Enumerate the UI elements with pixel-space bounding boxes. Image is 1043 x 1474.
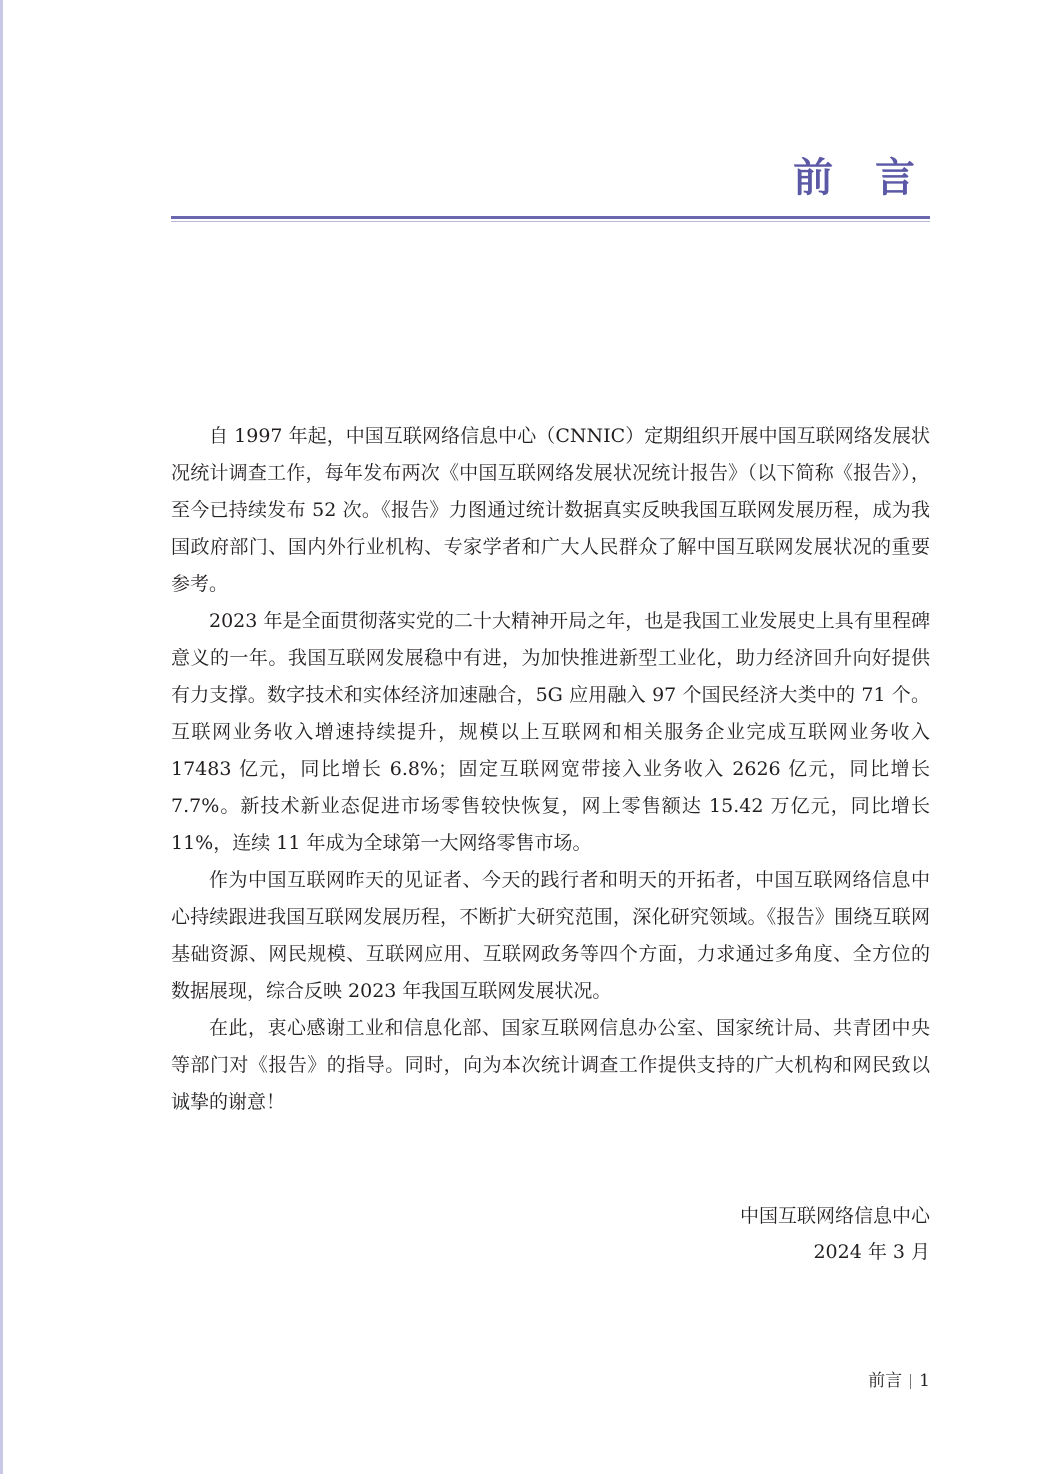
page-title: 前 言 [793,155,929,201]
page-footer [868,1368,930,1394]
footer-section-label: 前言 [868,1371,903,1391]
title-underline [171,216,930,219]
footer-separator [910,1374,911,1389]
signature-block [740,1198,930,1270]
signature-organization: 中国互联网络信息中心 [739,1205,930,1227]
title-underline-thin [171,221,930,222]
preface-body [171,418,930,1121]
signature-date: 2024 年 3 月 [813,1241,930,1263]
paragraph-3: 作为中国互联网昨天的见证者、今天的践行者和明天的开拓者，中国互联网络信息中心持续跟进我国互联网发展历程，不断扩大研究范围，深化研究领域。《报告》围绕互联网基础资源、网民规模、互联网应用、互联网政务等四个方面，力求通过多角度、全方位的数据展现，综合反映 2023 年我国互联网发展状况。 [171,869,930,1002]
paragraph-2: 2023 年是全面贯彻落实党的二十大精神开局之年，也是我国工业发展史上具有里程碑意义的一年。我国互联网发展稳中有进，为加快推进新型工业化，助力经济回升向好提供有力支撑。数字技术和实体经济加速融合，5G 应用融入 97 个国民经济大类中的 71 个。互联网业务收入增速持续提升，规模以上互联网和相关服务企业完成互联网业务收入 17483 亿元，同比增长 6.8%；固定互联网宽带接入业务收入 2626 亿元，同比增长 7.7%。新技术新业态促进市场零售较快恢复，网上零售额达 15.42 万亿元，同比增长 11%，连续 11 年成为全球第一大网络零售市场。 [171,610,930,854]
left-margin-rule [0,0,3,1474]
page-number: 1 [919,1371,930,1391]
paragraph-4: 在此，衷心感谢工业和信息化部、国家互联网信息办公室、国家统计局、共青团中央等部门对《报告》的指导。同时，向为本次统计调查工作提供支持的广大机构和网民致以诚挚的谢意！ [171,1017,930,1113]
paragraph-1: 自 1997 年起，中国互联网络信息中心（CNNIC）定期组织开展中国互联网络发展状况统计调查工作，每年发布两次《中国互联网络发展状况统计报告》（以下简称《报告》），至今已持续发布 52 次。《报告》力图通过统计数据真实反映我国互联网发展历程，成为我国政府部门、国内外行业机构、专家学者和广大人民群众了解中国互联网发展状况的重要参考。 [171,425,930,595]
